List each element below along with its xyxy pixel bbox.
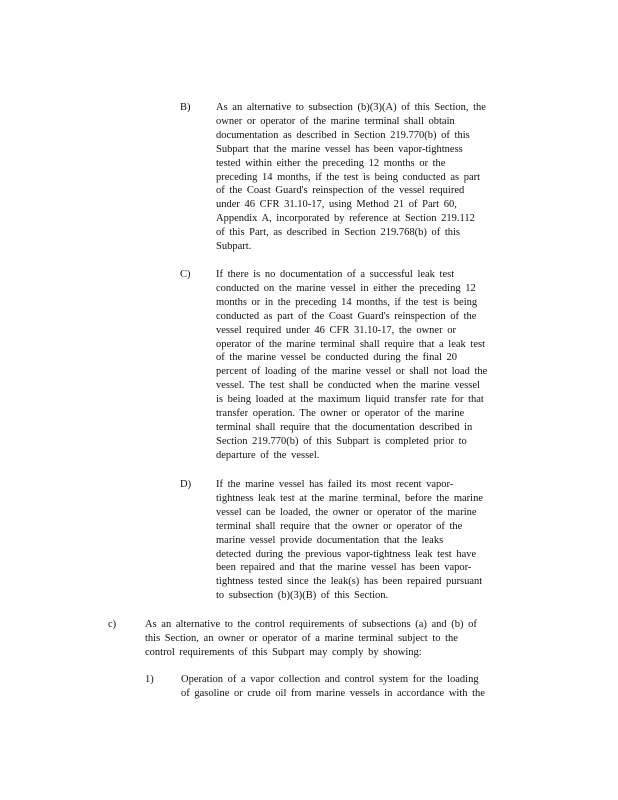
- paragraph-b: [216, 101, 506, 254]
- item-marker-c-lower: c): [108, 619, 117, 630]
- paragraph-line: terminal shall require that the owner or operator of the: [216, 520, 463, 532]
- paragraph-line: this Section, an owner or operator of a marine terminal subject to the: [145, 632, 458, 644]
- paragraph-line: departure of the vessel.: [216, 449, 320, 461]
- paragraph-line: preceding 14 months, if the test is being conducted as part: [216, 171, 481, 183]
- item-marker-1: 1): [145, 674, 154, 685]
- paragraph-c: [216, 268, 506, 463]
- paragraph-line: months or in the preceding 14 months, if the test is being: [216, 296, 478, 308]
- paragraph-line: Subpart.: [216, 241, 252, 253]
- paragraph-line: vessel required under 46 CFR 31.10-17, the owner or: [216, 324, 456, 336]
- paragraph-line: conducted as part of the Coast Guard's reinspection of the: [216, 310, 477, 322]
- paragraph-line: terminal shall require that the documentation described in: [216, 421, 473, 433]
- paragraph-line: vessel can be loaded, the owner or operator of the marine: [216, 506, 477, 518]
- paragraph-line: Appendix A, incorporated by reference at Section 219.112: [216, 213, 475, 225]
- paragraph-line: Section 219.770(b) of this Subpart is completed prior to: [216, 435, 467, 447]
- item-marker-b: B): [180, 102, 191, 113]
- paragraph-line: As an alternative to the control requirements of subsections (a) and (b) of: [145, 619, 477, 630]
- paragraph-line: vessel. The test shall be conducted when the marine vessel: [216, 380, 480, 392]
- item-marker-d: D): [180, 479, 192, 490]
- paragraph-line: conducted on the marine vessel in either the preceding 12: [216, 282, 476, 294]
- paragraph-line: marine vessel provide documentation that the leaks: [216, 534, 444, 546]
- paragraph-line: operator of the marine terminal shall require that a leak test: [216, 338, 485, 350]
- paragraph-line: transfer operation. The owner or operator of the marine: [216, 408, 465, 420]
- paragraph-line: If there is no documentation of a successful leak test: [216, 269, 455, 280]
- paragraph-c-lower: [145, 618, 500, 660]
- item-marker-c: C): [180, 269, 191, 280]
- paragraph-line: percent of loading of the marine vessel or shall not load the: [216, 366, 488, 378]
- paragraph-line: of gasoline or crude oil from marine vessels in accordance with the: [181, 687, 485, 699]
- paragraph-line: tested within either the preceding 12 months or the: [216, 157, 446, 169]
- paragraph-line: documentation as described in Section 219.770(b) of this: [216, 129, 470, 141]
- paragraph-line: of the Coast Guard's reinspection of the vessel required: [216, 185, 465, 197]
- paragraph-line: tightness tested since the leak(s) has been repaired pursuant: [216, 576, 483, 588]
- paragraph-line: detected during the previous vapor-tightness leak test have: [216, 548, 477, 560]
- paragraph-line: under 46 CFR 31.10-17, using Method 21 of Part 60,: [216, 199, 457, 211]
- paragraph-1: [181, 673, 501, 701]
- paragraph-line: of this Part, as described in Section 219.768(b) of this: [216, 227, 461, 239]
- paragraph-line: Operation of a vapor collection and control system for the loading: [181, 674, 479, 685]
- paragraph-line: of the marine vessel be conducted during the final 20: [216, 352, 458, 364]
- paragraph-line: is being loaded at the maximum liquid transfer rate for that: [216, 394, 484, 406]
- paragraph-d: [216, 478, 506, 603]
- paragraph-line: to subsection (b)(3)(B) of this Section.: [216, 590, 389, 602]
- paragraph-line: control requirements of this Subpart may comply by showing:: [145, 646, 422, 658]
- paragraph-line: Subpart that the marine vessel has been vapor-tightness: [216, 143, 463, 155]
- paragraph-line: owner or operator of the marine terminal shall obtain: [216, 115, 455, 127]
- paragraph-line: As an alternative to subsection (b)(3)(A) of this Section, the: [216, 102, 486, 113]
- paragraph-line: If the marine vessel has failed its most recent vapor-: [216, 479, 454, 490]
- paragraph-line: been repaired and that the marine vessel has been vapor-: [216, 562, 472, 574]
- paragraph-line: tightness leak test at the marine terminal, before the marine: [216, 492, 483, 504]
